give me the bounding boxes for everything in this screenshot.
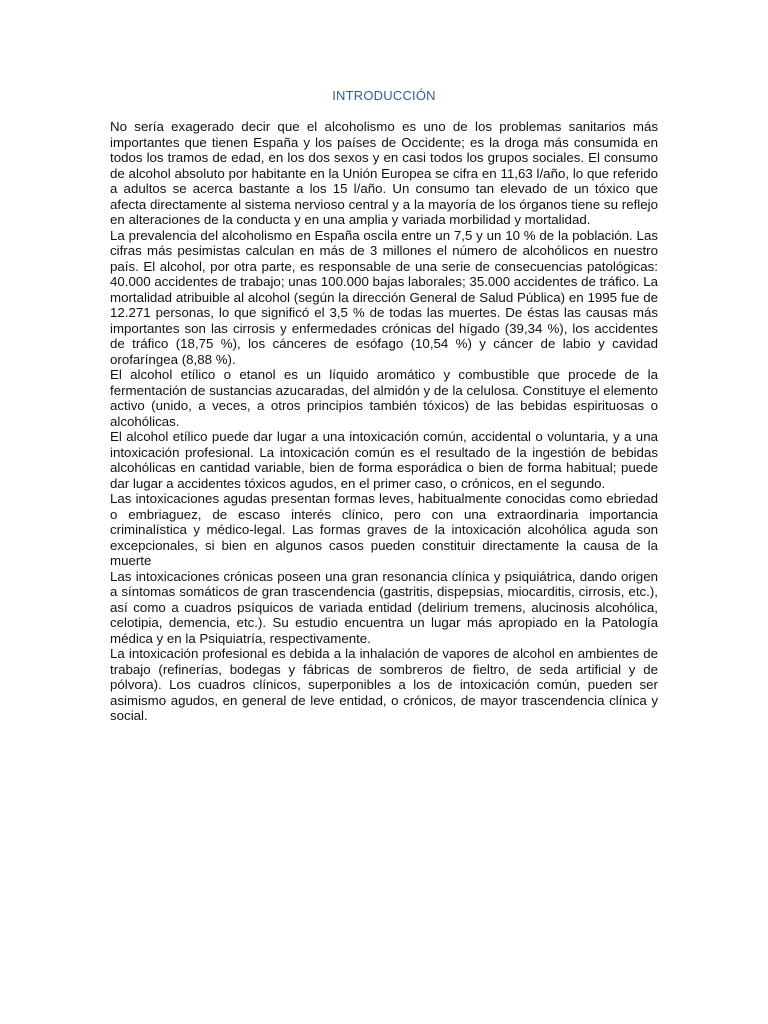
paragraph-7: La intoxicación profesional es debida a la inhalación de vapores de alcohol en ambientes de trabajo (refinerías, bodegas y fábricas de sombreros de fieltro, de seda artificial y de pólvora). Los cuadros clínicos, superponibles a los de intoxicación común, pueden ser asimismo agudos, en general de leve entidad, o crónicos, de mayor trascendencia clínica y social.: [110, 646, 658, 723]
page-title: INTRODUCCIÓN: [332, 88, 436, 103]
paragraph-6: Las intoxicaciones crónicas poseen una gran resonancia clínica y psiquiátrica, dando origen a síntomas somáticos de gran trascendencia (gastritis, dispepsias, miocarditis, cirrosis, etc.), así como a cuadros psíquicos de variada entidad (delirium tremens, alucinosis alcohólica, celotipia, demencia, etc.). Su estudio encuentra un lugar más apropiado en la Patología médica y en la Psiquiatría, respectivamente.: [110, 568, 658, 646]
document-body: [110, 119, 658, 724]
paragraph-1: No sería exagerado decir que el alcoholismo es uno de los problemas sanitarios más importantes que tienen España y los países de Occidente; es la droga más consumida en todos los tramos de edad, en los dos sexos y en casi todos los grupos sociales. El consumo de alcohol absoluto por habitante en la Unión Europea se cifra en 11,63 l/año, lo que referido a adultos se acerca bastante a los 15 l/año. Un consumo tan elevado de un tóxico que afecta directamente al sistema nervioso central y a la mayoría de los órganos tiene su reflejo en alteraciones de la conducta y en una amplia y variada morbilidad y mortalidad.: [110, 119, 658, 227]
paragraph-4: El alcohol etílico puede dar lugar a una intoxicación común, accidental o voluntaria, y a una intoxicación profesional. La intoxicación común es el resultado de la ingestión de bebidas alcohólicas en cantidad variable, bien de forma esporádica o bien de forma habitual; puede dar lugar a accidentes tóxicos agudos, en el primer caso, o crónicos, en el segundo.: [110, 429, 658, 491]
paragraph-3: El alcohol etílico o etanol es un líquido aromático y combustible que procede de la fermentación de sustancias azucaradas, del almidón y de la celulosa. Constituye el elemento activo (unido, a veces, a otros principios también tóxicos) de las bebidas espirituosas o alcohólicas.: [110, 367, 658, 429]
paragraph-5: Las intoxicaciones agudas presentan formas leves, habitualmente conocidas como ebriedad o embriaguez, de escaso interés clínico, pero con una extraordinaria importancia criminalística y médico-legal. Las formas graves de la intoxicación alcohólica aguda son excepcionales, si bien en algunos casos pueden constituir directamente la causa de la muerte: [110, 491, 658, 568]
paragraph-2: La prevalencia del alcoholismo en España oscila entre un 7,5 y un 10 % de la población. Las cifras más pesimistas calculan en más de 3 millones el número de alcohólicos en nuestro país. El alcohol, por otra parte, es responsable de una serie de consecuencias patológicas: 40.000 accidentes de trabajo; unas 100.000 bajas laborales; 35.000 accidentes de tráfico. La mortalidad atribuible al alcohol (según la dirección General de Salud Pública) en 1995 fue de 12.271 personas, lo que significó el 3,5 % de todas las muertes. De éstas las causas más importantes son las cirrosis y enfermedades crónicas del hígado (39,34 %), los accidentes de tráfico (18,75 %), los cánceres de esófago (10,54 %) y cáncer de labio y cavidad orofaríngea (8,88 %).: [110, 227, 658, 367]
